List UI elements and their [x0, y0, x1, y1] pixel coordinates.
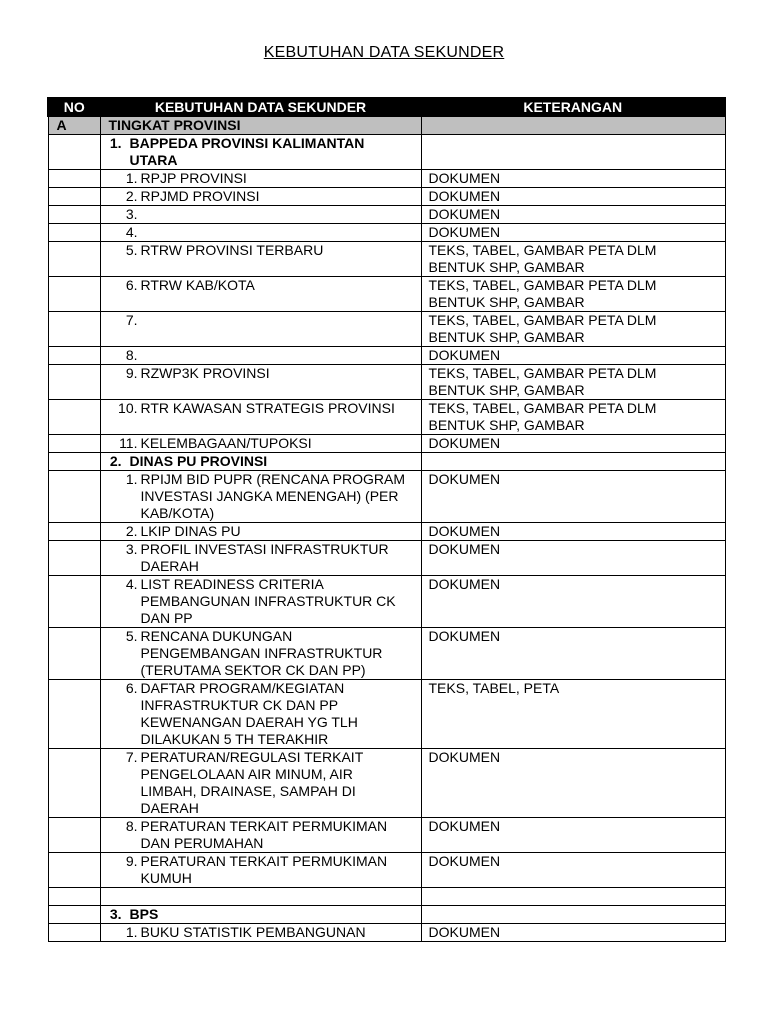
item-cell [100, 312, 421, 347]
item-keterangan: DOKUMEN [421, 224, 725, 242]
item-keterangan: TEKS, TABEL, PETA [421, 680, 725, 749]
item-cell [100, 224, 421, 242]
group-row [48, 453, 725, 471]
section-label: TINGKAT PROVINSI [100, 117, 421, 135]
table-header-row [48, 98, 725, 117]
table-row [48, 365, 725, 400]
list-item [113, 680, 413, 748]
item-number: 1. [125, 170, 138, 186]
item-number: 6. [125, 680, 138, 696]
group-cell [100, 453, 421, 471]
item-keterangan: DOKUMEN [421, 628, 725, 680]
group-row [48, 135, 725, 170]
item-label: DAFTAR PROGRAM/KEGIATAN INFRASTRUKTUR CK DAN PP KEWENANGAN DAERAH YG TLH DILAKUKAN 5 TH TERAKHIR [140, 680, 358, 747]
list-item [113, 347, 413, 364]
item-cell [100, 628, 421, 680]
item-label: PERATURAN TERKAIT PERMUKIMAN DAN PERUMAHAN [140, 818, 388, 851]
item-keterangan: DOKUMEN [421, 749, 725, 818]
section-row [48, 117, 725, 135]
table-row [48, 347, 725, 365]
item-number: 9. [125, 853, 138, 869]
item-keterangan: DOKUMEN [421, 471, 725, 523]
item-cell [100, 435, 421, 453]
item-keterangan: TEKS, TABEL, GAMBAR PETA DLM BENTUK SHP, GAMBAR [421, 365, 725, 400]
table-row [48, 523, 725, 541]
item-label: RZWP3K PROVINSI [140, 365, 270, 381]
item-label [138, 224, 413, 241]
table-row [48, 471, 725, 523]
list-item [113, 277, 413, 294]
table-row [48, 541, 725, 576]
table-row [48, 277, 725, 312]
item-label: RTRW PROVINSI TERBARU [140, 242, 324, 258]
item-keterangan: TEKS, TABEL, GAMBAR PETA DLM BENTUK SHP, GAMBAR [421, 277, 725, 312]
item-number: 4. [125, 576, 138, 592]
document-title: KEBUTUHAN DATA SEKUNDER [263, 44, 505, 61]
table-row [48, 206, 725, 224]
item-number: 4. [125, 224, 138, 240]
item-number: 3. [125, 206, 138, 222]
item-no-cell [48, 924, 100, 942]
item-no-cell [48, 628, 100, 680]
item-label [138, 347, 413, 364]
table-row [48, 400, 725, 435]
item-cell [100, 576, 421, 628]
table-row [48, 680, 725, 749]
item-cell [100, 242, 421, 277]
item-cell [100, 924, 421, 942]
group-ket-cell [421, 135, 725, 170]
item-no-cell [48, 224, 100, 242]
item-cell [100, 365, 421, 400]
list-item [113, 435, 413, 452]
list-item [113, 749, 413, 817]
item-no-cell [48, 242, 100, 277]
item-keterangan: DOKUMEN [421, 206, 725, 224]
item-cell [100, 188, 421, 206]
item-label: KELEMBAGAAN/TUPOKSI [140, 435, 312, 451]
item-cell [100, 749, 421, 818]
item-cell [100, 818, 421, 853]
item-label [138, 206, 413, 223]
list-item [113, 400, 413, 417]
table-row [48, 188, 725, 206]
item-label: LKIP DINAS PU [140, 523, 241, 539]
item-no-cell [48, 541, 100, 576]
group-number: 2. [109, 453, 122, 469]
item-keterangan: DOKUMEN [421, 188, 725, 206]
item-keterangan: TEKS, TABEL, GAMBAR PETA DLM BENTUK SHP, GAMBAR [421, 400, 725, 435]
list-item [113, 818, 413, 852]
item-no-cell [48, 277, 100, 312]
group-number: 3. [109, 906, 122, 922]
item-no-cell [48, 523, 100, 541]
blank-cell [48, 888, 100, 906]
item-no-cell [48, 435, 100, 453]
item-label: BUKU STATISTIK PEMBANGUNAN [140, 924, 366, 940]
item-label: PERATURAN TERKAIT PERMUKIMAN KUMUH [140, 853, 388, 886]
item-cell [100, 523, 421, 541]
list-item [113, 523, 413, 540]
list-item [113, 170, 413, 187]
item-number: 9. [125, 365, 138, 381]
group-no-cell [48, 906, 100, 924]
table-row [48, 628, 725, 680]
group-ket-cell [421, 906, 725, 924]
item-label: RENCANA DUKUNGAN PENGEMBANGAN INFRASTRUKTUR (TERUTAMA SEKTOR CK DAN PP) [140, 628, 383, 678]
item-number: 7. [125, 749, 138, 765]
item-number: 8. [125, 347, 138, 363]
table-body [48, 117, 725, 942]
item-cell [100, 277, 421, 312]
list-item [113, 188, 413, 205]
item-number: 2. [125, 523, 138, 539]
item-number: 3. [125, 541, 138, 557]
item-no-cell [48, 188, 100, 206]
item-label: LIST READINESS CRITERIA PEMBANGUNAN INFRASTRUKTUR CK DAN PP [140, 576, 396, 626]
list-item [113, 206, 413, 223]
item-number: 7. [125, 312, 138, 328]
item-keterangan: DOKUMEN [421, 347, 725, 365]
item-number: 5. [125, 242, 138, 258]
group-label: DINAS PU PROVINSI [129, 453, 268, 469]
item-no-cell [48, 853, 100, 888]
item-label: RPJMD PROVINSI [140, 188, 260, 204]
item-cell [100, 400, 421, 435]
table-row [48, 853, 725, 888]
item-number: 10. [118, 400, 138, 416]
item-cell [100, 347, 421, 365]
item-cell [100, 206, 421, 224]
item-keterangan: DOKUMEN [421, 523, 725, 541]
table-row [48, 576, 725, 628]
list-item [113, 924, 413, 941]
item-label: PERATURAN/REGULASI TERKAIT PENGELOLAAN AIR MINUM, AIR LIMBAH, DRAINASE, SAMPAH DI DAERAH [140, 749, 363, 816]
item-keterangan: DOKUMEN [421, 576, 725, 628]
table-row [48, 242, 725, 277]
blank-cell [421, 888, 725, 906]
header-keterangan: KETERANGAN [421, 98, 725, 117]
item-label: RPJP PROVINSI [140, 170, 247, 186]
group-heading [102, 453, 413, 470]
item-no-cell [48, 312, 100, 347]
blank-cell [100, 888, 421, 906]
list-item [113, 576, 413, 627]
item-keterangan: TEKS, TABEL, GAMBAR PETA DLM BENTUK SHP, GAMBAR [421, 312, 725, 347]
item-no-cell [48, 471, 100, 523]
blank-row [48, 888, 725, 906]
item-number: 11. [119, 435, 138, 451]
section-no: A [48, 117, 100, 135]
table-row [48, 224, 725, 242]
header-no: NO [48, 98, 100, 117]
list-item [113, 224, 413, 241]
group-row [48, 906, 725, 924]
list-item [113, 242, 413, 259]
table-row [48, 749, 725, 818]
group-label: BPS [129, 906, 159, 922]
item-number: 1. [125, 924, 138, 940]
list-item [113, 312, 413, 329]
item-no-cell [48, 818, 100, 853]
item-label: RPIJM BID PUPR (RENCANA PROGRAM INVESTASI JANGKA MENENGAH) (PER KAB/KOTA) [140, 471, 405, 521]
item-label: RTRW KAB/KOTA [140, 277, 255, 293]
item-number: 5. [125, 628, 138, 644]
item-label: PROFIL INVESTASI INFRASTRUKTUR DAERAH [140, 541, 389, 574]
list-item [113, 853, 413, 887]
item-number: 2. [125, 188, 138, 204]
list-item [113, 628, 413, 679]
item-keterangan: DOKUMEN [421, 853, 725, 888]
table-row [48, 818, 725, 853]
item-cell [100, 471, 421, 523]
item-no-cell [48, 206, 100, 224]
group-no-cell [48, 453, 100, 471]
item-keterangan: DOKUMEN [421, 924, 725, 942]
item-number: 1. [125, 471, 138, 487]
group-ket-cell [421, 453, 725, 471]
group-cell [100, 135, 421, 170]
item-no-cell [48, 576, 100, 628]
item-keterangan: TEKS, TABEL, GAMBAR PETA DLM BENTUK SHP, GAMBAR [421, 242, 725, 277]
item-keterangan: DOKUMEN [421, 435, 725, 453]
item-keterangan: DOKUMEN [421, 818, 725, 853]
group-heading [102, 135, 413, 169]
list-item [113, 365, 413, 382]
item-label: RTR KAWASAN STRATEGIS PROVINSI [140, 400, 395, 416]
group-no-cell [48, 135, 100, 170]
group-number: 1. [109, 135, 122, 151]
item-no-cell [48, 400, 100, 435]
item-number: 6. [125, 277, 138, 293]
list-item [113, 541, 413, 575]
item-no-cell [48, 680, 100, 749]
item-no-cell [48, 347, 100, 365]
group-label: BAPPEDA PROVINSI KALIMANTAN UTARA [129, 135, 365, 168]
table-row [48, 924, 725, 942]
list-item [113, 471, 413, 522]
header-kebutuhan: KEBUTUHAN DATA SEKUNDER [100, 98, 421, 117]
data-table [47, 97, 726, 942]
item-cell [100, 680, 421, 749]
item-label [138, 312, 413, 329]
section-ket [421, 117, 725, 135]
table-row [48, 170, 725, 188]
group-cell [100, 906, 421, 924]
item-no-cell [48, 365, 100, 400]
item-no-cell [48, 170, 100, 188]
item-keterangan: DOKUMEN [421, 541, 725, 576]
table-row [48, 435, 725, 453]
item-keterangan: DOKUMEN [421, 170, 725, 188]
item-cell [100, 541, 421, 576]
item-number: 8. [125, 818, 138, 834]
table-row [48, 312, 725, 347]
item-cell [100, 853, 421, 888]
group-heading [102, 906, 413, 923]
item-no-cell [48, 749, 100, 818]
item-cell [100, 170, 421, 188]
